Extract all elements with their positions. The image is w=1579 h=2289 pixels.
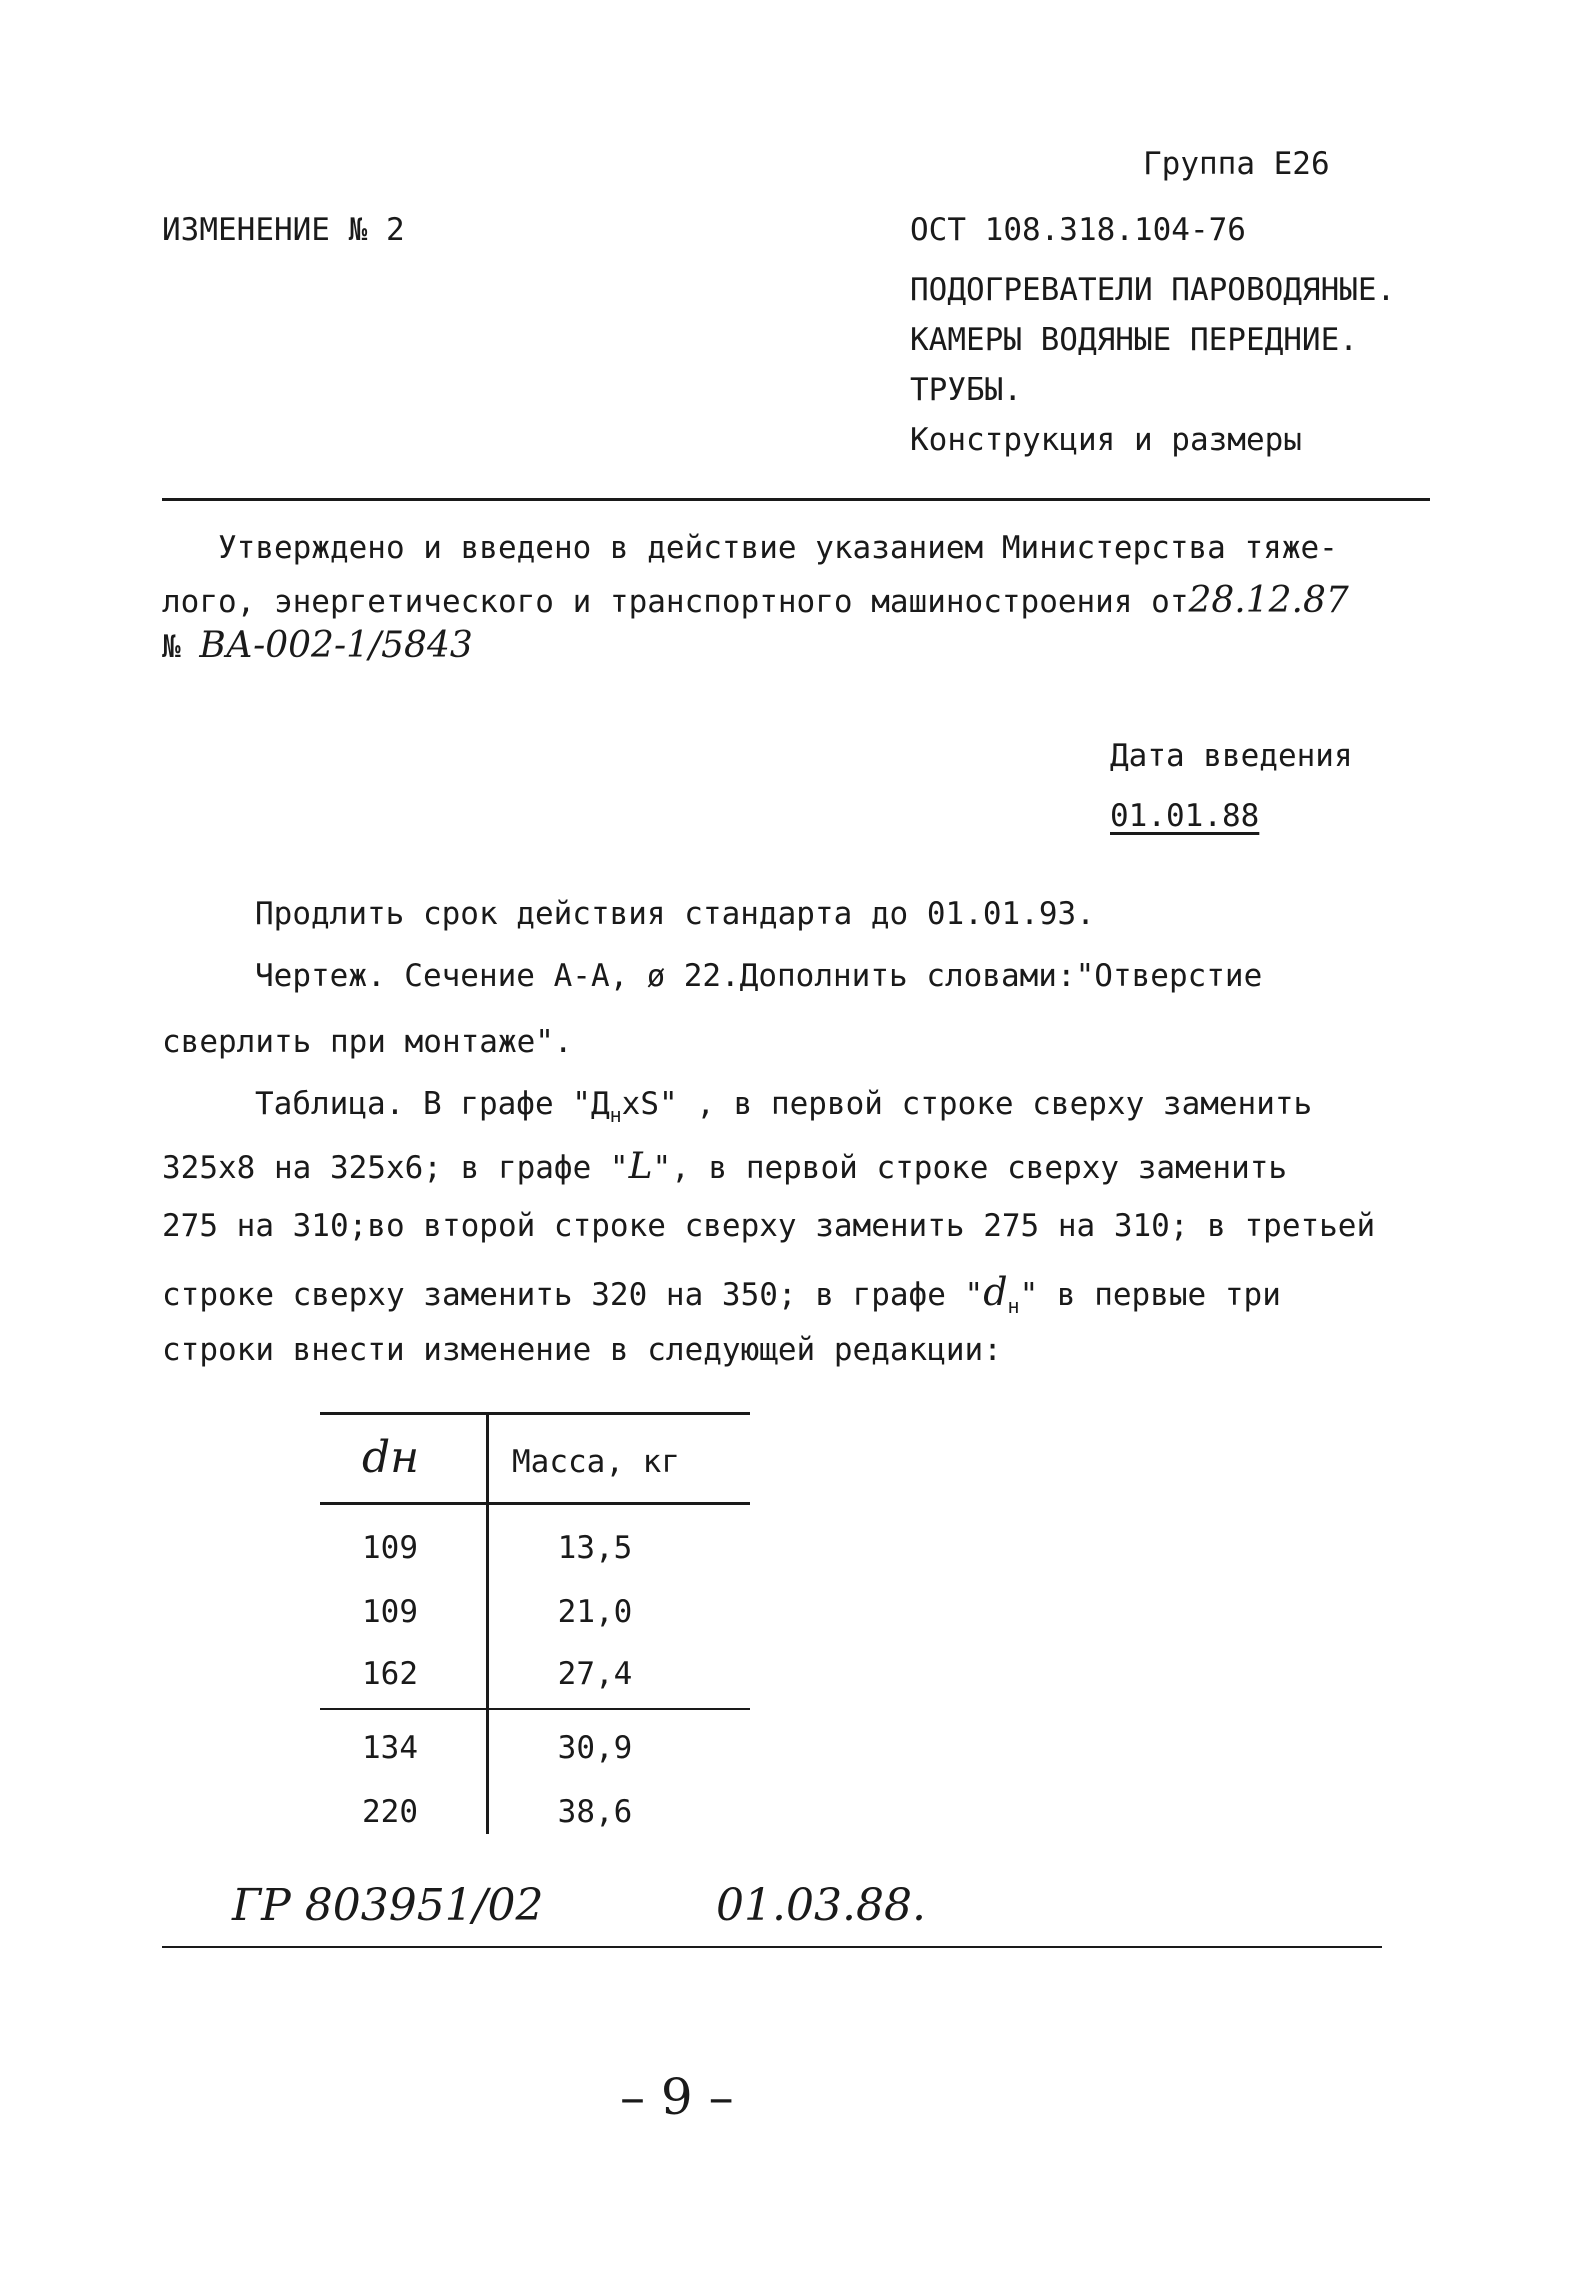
header-divider [162,498,1430,501]
table-text-4-sub: н [1007,1294,1020,1318]
table-text-1b: xS" , в первой строке сверху заменить [621,1086,1313,1122]
approval-line-3 [162,625,473,666]
intro-date-label: Дата введения [1110,738,1353,774]
paragraph-extend-validity: Продлить срок действия стандарта до 01.01.93. [255,896,1095,932]
approval-date-handwritten: 28.12.87 [1188,580,1349,621]
table-text-4-d: d [983,1270,1008,1314]
footer-divider [162,1946,1382,1948]
table-cell-d: 220 [362,1794,418,1830]
doc-title-line-4: Конструкция и размеры [910,422,1302,458]
change-number: ИЗМЕНЕНИЕ № 2 [162,212,405,248]
table-text-4a: строке сверху заменить 320 на 350; в графе " [162,1277,984,1313]
paragraph-table-line-4 [162,1270,1281,1318]
approval-number-handwritten: ВА-002-1/5843 [199,625,473,666]
table-top-border [320,1412,750,1415]
approval-line-2 [162,580,1349,621]
doc-title-line-2: КАМЕРЫ ВОДЯНЫЕ ПЕРЕДНИЕ. [910,322,1358,358]
standard-code: ОСТ 108.318.104-76 [910,212,1246,248]
approval-line-2-text: лого, энергетического и транспортного машиностроения от [162,584,1189,620]
group-label: Группа Е26 [1143,146,1330,182]
table-text-2-L: L [628,1146,653,1187]
table-cell-d: 109 [362,1594,418,1630]
table-cell-mass: 38,6 [557,1794,633,1830]
table-column-divider [486,1414,489,1834]
table-cell-mass: 30,9 [557,1730,633,1766]
paragraph-table-line-3: 275 на 310;во второй строке сверху заменить 275 на 310; в третьей [162,1208,1376,1244]
diameter-icon: ø [646,959,666,994]
paragraph-table-line-5: строки внести изменение в следующей редакции: [162,1332,1002,1368]
intro-date-value: 01.01.88 [1110,798,1260,834]
table-text-2b: ", в первой строке сверху заменить [652,1150,1288,1186]
table-text-1-sub: н [609,1103,622,1127]
table-header-border [320,1502,750,1505]
doc-title-line-3: ТРУБЫ. [910,372,1022,408]
paragraph-drawing-line-2: сверлить при монтаже". [162,1024,573,1060]
table-group-divider [320,1708,750,1710]
approval-line-1: Утверждено и введено в действие указанием Министерства тяже- [218,530,1338,566]
registration-date: 01.03.88. [716,1880,926,1931]
registration-number: ГР 803951/02 [232,1880,544,1931]
paragraph-drawing-line-1 [255,958,1262,994]
table-cell-mass: 27,4 [557,1656,633,1692]
table-cell-d: 109 [362,1530,418,1566]
table-cell-mass: 13,5 [557,1530,633,1566]
paragraph-table-line-2 [162,1146,1287,1187]
drawing-addition-text: 22.Дополнить словами:"Отверстие [683,958,1263,994]
table-cell-mass: 21,0 [557,1594,633,1630]
approval-number-prefix: № [162,629,181,665]
table-text-1a: Таблица. В графе "Д [255,1086,610,1122]
table-text-4b: " в первые три [1019,1277,1281,1313]
page-number: – 9 – [620,2068,734,2126]
table-header-dn: dн [362,1432,420,1483]
table-header-mass: Масса, кг [512,1444,680,1480]
table-cell-d: 162 [362,1656,418,1692]
paragraph-table-line-1 [255,1086,1312,1127]
table-cell-d: 134 [362,1730,418,1766]
table-text-2a: 325х8 на 325х6; в графе " [162,1150,629,1186]
drawing-section-text: Чертеж. Сечение А-А, [255,958,629,994]
doc-title-line-1: ПОДОГРЕВАТЕЛИ ПАРОВОДЯНЫЕ. [910,272,1396,308]
